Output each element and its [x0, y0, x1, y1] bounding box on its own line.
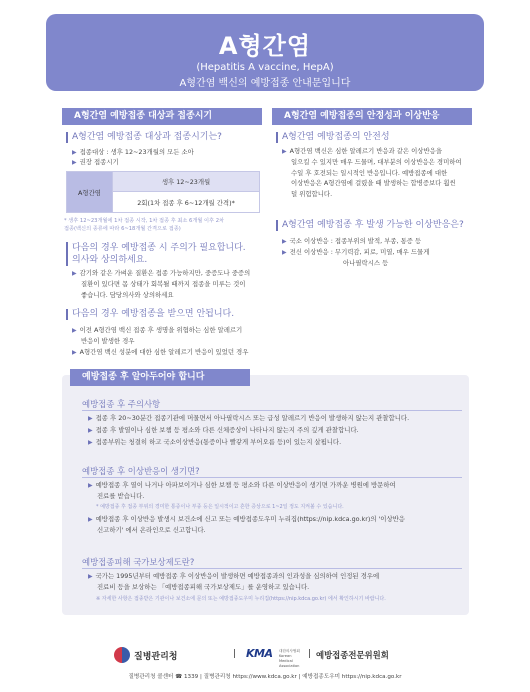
right-question-safety: A형간염 예방접종의 안전성 [276, 132, 390, 143]
footer-contact: 질병관리청 콜센터 ☎ 1339 | 질병관리청 https://www.kdca.go.kr | 예방접종도우미 https://nip.kdca.go.kr [128, 674, 402, 680]
left-section-bar: A형간염 예방접종 대상과 접종시기 [62, 108, 262, 125]
kdca-emblem-icon [114, 647, 130, 663]
schedule-note-line1: * 생후 12~23개월에 1차 접종 시작, 1차 접종 후 최소 6개월 이후 2차 [64, 218, 225, 224]
precaution-bullet-1: ▶ 접종 후 20~30분간 접종기관에 머물면서 아나필락시스 또는 급성 알레르기 반응이 발생하지 않는지 관찰합니다. [88, 414, 410, 422]
aftercare-bar: 예방접종 후 알아두어야 합니다 [70, 369, 250, 386]
panel-divider [82, 568, 462, 569]
precaution-bullet-2: ▶ 접종 후 발열이나 심한 보챔 등 평소와 다른 신체증상이 나타나지 않는지 주의 깊게 관찰합니다. [88, 426, 359, 434]
schedule-note-line2: 접종(백신의 종류에 따라 6~18개월 간격으로 접종) [64, 226, 181, 232]
header-banner [46, 14, 484, 91]
bullet-triangle-icon: ▶ [88, 415, 93, 422]
panel-heading-precautions: 예방접종 후 주의사항 [82, 399, 161, 409]
bullet-triangle-icon: ▶ [72, 159, 77, 166]
bullet-triangle-icon: ▶ [88, 439, 93, 446]
left-question-target: A형간염 예방접종 대상과 접종시기는? [66, 132, 222, 143]
bullet-triangle-icon: ▶ [88, 573, 93, 580]
committee-logo-text: 예방접종전문위원회 [316, 650, 389, 660]
safety-bullet: ▶ A형간염 백신은 심한 알레르기 반응과 같은 이상반응을 일으킬 수 있지만 매우 드물며, 대부분의 이상반응은 경미하여 수일 후 호전되는 일시적인 반응입니다. 예방접종에 대한 이상반응은 A형간염에 걸렸을 때 발생하는 합병증보다 훨씬 덜 위험합니다. [282, 147, 462, 198]
panel-divider [82, 477, 462, 478]
bullet-triangle-icon: ▶ [72, 349, 77, 356]
footer-separator: | [308, 649, 312, 659]
kdca-logo-text: 질병관리청 [134, 652, 178, 662]
bullet-triangle-icon: ▶ [282, 238, 287, 245]
caution-bullet: ▶ 감기와 같은 가벼운 질환은 접종 가능하지만, 중증도나 중증의 질환이 있다면 몸 상태가 회복될 때까지 접종을 미루는 것이 좋습니다. 담당의사와 상의하세요 [72, 269, 251, 299]
compensation-bullet: ▶ 국가는 1995년부터 예방접종 후 이상반응이 발생하면 예방접종과의 인과성을 심의하여 인정된 경우에 진료비 등을 보상하는 「예방접종피해 국가보상제도」를 운영하고 있습니다. [88, 572, 380, 592]
page-title: A형간염 [218, 32, 312, 60]
contraindication-bullet-1: ▶ 이전 A형간염 백신 접종 후 생명을 위협하는 심한 알레르기 반응이 발생한 경우 [72, 326, 243, 346]
bullet-triangle-icon: ▶ [72, 149, 77, 156]
bullet-triangle-icon: ▶ [88, 482, 93, 489]
bullet-triangle-icon: ▶ [72, 327, 77, 334]
subtitle-english: (Hepatitis A vaccine, HepA) [196, 62, 334, 73]
right-section-bar: A형간염 예방접종의 안정성과 이상반응 [272, 108, 472, 125]
bullet-triangle-icon: ▶ [88, 427, 93, 434]
compensation-note: ※ 자세한 사항은 접종받은 기관이나 보건소에 문의 또는 예방접종도우미 누리집(https://nip.kdca.go.kr) 에서 확인하시기 바랍니다. [96, 596, 386, 602]
table-age-cell: 생후 12~23개월 [113, 172, 260, 192]
schedule-bullet: ▶ 권장 접종시기 [72, 158, 119, 166]
target-bullet: ▶ 접종대상 : 생후 12~23개월의 모든 소아 [72, 148, 194, 156]
table-dose-cell: 2회(1차 접종 후 6~12개월 간격)* [113, 192, 260, 213]
right-question-adverse: A형간염 예방접종 후 발생 가능한 이상반응은? [276, 220, 464, 231]
bullet-triangle-icon: ▶ [72, 270, 77, 277]
footer-separator: | [233, 649, 237, 659]
left-question-contraindication: 다음의 경우 예방접종을 받으면 안됩니다. [66, 309, 234, 320]
schedule-table [66, 171, 260, 213]
panel-heading-compensation: 예방접종피해 국가보상제도란? [82, 557, 195, 567]
subtitle-korean: A형간염 백신의 예방접종 안내문입니다 [179, 78, 351, 89]
systemic-reaction-bullet: ▶ 전신 이상반응 : 무기력감, 피로, 미열, 매우 드물게 아나필락시스 등 [282, 248, 430, 268]
adverse-bullet-1: ▶ 예방접종 후 열이 나거나 아파보이거나 심한 보챔 등 평소와 다른 이상반응이 생기면 가까운 병원에 방문하여 진료를 받습니다. [88, 481, 396, 501]
kma-logo: KMA [246, 647, 273, 660]
contraindication-bullet-2: ▶ A형간염 백신 성분에 대한 심한 알레르기 반응이 있었던 경우 [72, 348, 249, 356]
bullet-triangle-icon: ▶ [88, 516, 93, 523]
left-question-caution: 다음의 경우 예방접종 시 주의가 필요합니다. 의사와 상의하세요. [66, 242, 246, 266]
precaution-bullet-3: ▶ 접종부위는 청결히 하고 국소이상반응(통증이나 빨갛게 부어오름 등)이 있는지 살핍니다. [88, 438, 342, 446]
table-vaccine-label: A형간염 [67, 172, 113, 213]
adverse-bullet-2: ▶ 예방접종 후 이상반응 발생시 보건소에 신고 또는 예방접종도우미 누리집(https://nip.kdca.go.kr)의 '이상반응 신고하기' 에서 온라인으로 신고합니다. [88, 515, 405, 535]
kma-logo-subtext: 대한의사협회 Korean Medical Association [279, 649, 300, 668]
bullet-triangle-icon: ▶ [282, 249, 287, 256]
footer-logos [0, 645, 530, 669]
local-reaction-bullet: ▶ 국소 이상반응 : 접종부위의 발적, 부종, 통증 등 [282, 237, 422, 245]
bullet-triangle-icon: ▶ [282, 148, 287, 155]
panel-divider [82, 410, 462, 411]
adverse-note: * 예방접종 후 접종 부위의 경미한 통증이나 부종 등은 일시적이고 흔한 증상으로 1~2일 정도 지켜볼 수 있습니다. [96, 504, 344, 510]
panel-heading-adverse: 예방접종 후 이상반응이 생기면? [82, 466, 200, 476]
